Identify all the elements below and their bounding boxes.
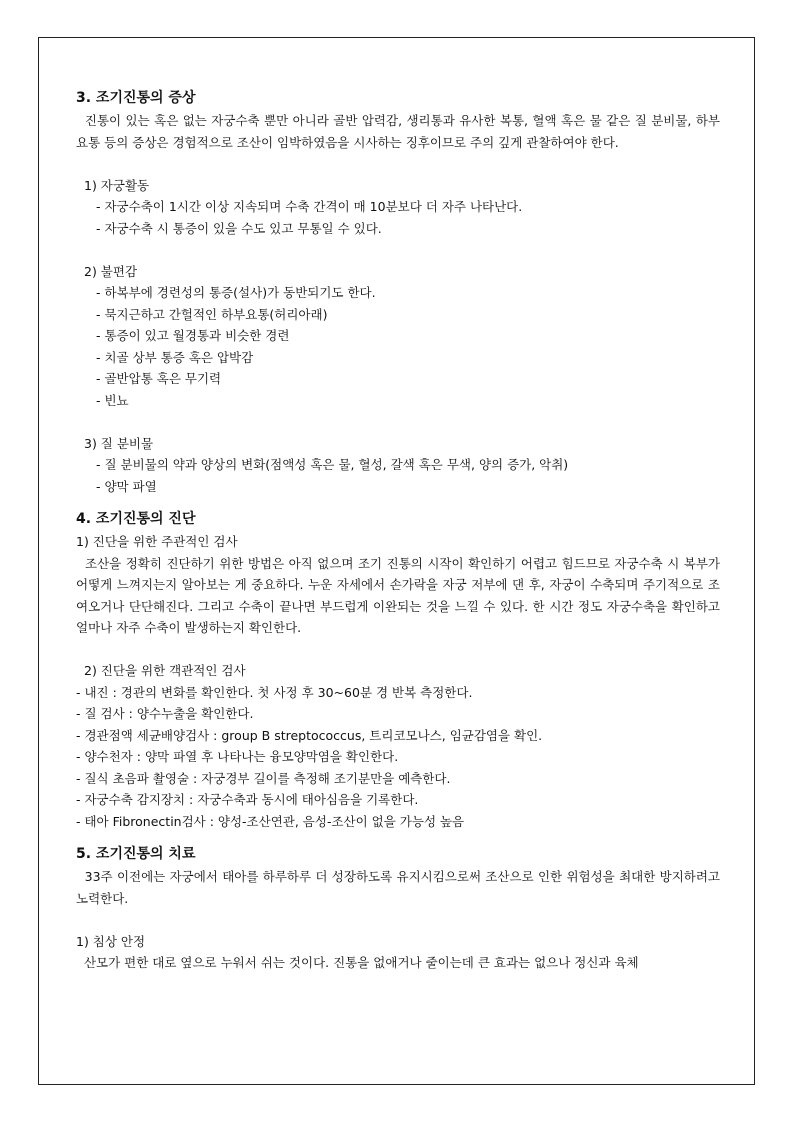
section-5-heading: 5. 조기진통의 치료 — [76, 846, 196, 862]
section-3-intro: 진통이 있는 혹은 없는 자궁수축 뿐만 아니라 골반 압력감, 생리통과 유사한 복통, 혈액 혹은 물 같은 질 분비물, 하부 요통 등의 증상은 경험적으로 조산이 임박하였음을 시사하는 징후이므로 주의 깊게 관찰하여야 한다. — [76, 113, 724, 150]
list-item: - 태아 Fibronectin검사 : 양성-조산연관, 음성-조산이 없을 가능성 높음 — [76, 813, 465, 829]
section-3-2-heading: 2) 불편감 — [84, 263, 138, 279]
list-item: - 질식 초음파 촬영술 : 자궁경부 길이를 측정해 조기분만을 예측한다. — [76, 770, 451, 786]
list-item: - 통증이 있고 월경통과 비슷한 경련 — [96, 328, 290, 343]
section-4-2-heading: 2) 진단을 위한 객관적인 검사 — [84, 663, 246, 678]
list-item: - 질 검사 : 양수누출을 확인한다. — [76, 706, 254, 721]
section-5-1-heading: 1) 침상 안정 — [76, 933, 146, 949]
list-item: - 묵지근하고 간헐적인 하부요통(허리아래) — [96, 306, 328, 322]
list-item: - 질 분비물의 약과 양상의 변화(점액성 혹은 물, 혈성, 갈색 혹은 무색, 양의 증가, 악취) — [96, 457, 569, 472]
section-4-1-text: 조산을 정확히 진단하기 위한 방법은 아직 없으며 조기 진통의 시작이 확인하기 어렵고 힘드므로 자궁수축 시 복부가 어떻게 느껴지는지 알아보는 게 중요하다. 누운 자세에서 손가락을 자궁 저부에 댄 후, 자궁이 수축되며 주기적으로 조여오거나 단단해진다. 그리고 수축이 끝나면 부드럽게 이완되는 것을 느낄 수 있다. 한 시간 정도 자궁수축을 확인하고 얼마나 자주 수축이 발생하는지 확인한다. — [76, 555, 724, 635]
section-3-3-heading: 3) 질 분비물 — [84, 435, 154, 451]
list-item: - 하복부에 경련성의 통증(설사)가 동반되기도 한다. — [96, 285, 376, 300]
list-item: - 내진 : 경관의 변화를 확인한다. 첫 사정 후 30~60분 경 반복 측정한다. — [76, 684, 473, 700]
section-4-1-heading: 1) 진단을 위한 주관적인 검사 — [76, 534, 238, 549]
list-item: - 치골 상부 통증 혹은 압박감 — [96, 349, 254, 365]
section-5-intro: 33주 이전에는 자궁에서 태아를 하루하루 더 성장하도록 유지시킴으로써 조산으로 인한 위험성을 최대한 방지하려고 노력한다. — [76, 869, 724, 906]
list-item: - 자궁수축 감지장치 : 자궁수축과 동시에 태아심음을 기록한다. — [76, 792, 419, 807]
section-3-1-heading: 1) 자궁활동 — [84, 177, 150, 193]
section-5-1-text: 산모가 편한 대로 옆으로 누워서 쉬는 것이다. 진통을 없애거나 줄이는데 큰 효과는 없으나 정신과 육체 — [76, 955, 639, 970]
list-item: - 양수천자 : 양막 파열 후 나타나는 융모양막염을 확인한다. — [76, 749, 399, 764]
list-item: - 빈뇨 — [96, 392, 129, 408]
list-item: - 경관점액 세균배양검사 : group B streptococcus, 트리코모나스, 임균감염을 확인. — [76, 727, 543, 743]
list-item: - 자궁수축 시 통증이 있을 수도 있고 무통일 수 있다. — [96, 220, 382, 236]
list-item: - 골반압통 혹은 무기력 — [96, 371, 222, 386]
section-4-heading: 4. 조기진통의 진단 — [76, 511, 196, 527]
document-body — [76, 86, 724, 974]
list-item: - 자궁수축이 1시간 이상 지속되며 수축 간격이 매 10분보다 더 자주 나타난다. — [96, 199, 523, 214]
list-item: - 양막 파열 — [96, 478, 157, 494]
section-3-heading: 3. 조기진통의 증상 — [76, 90, 196, 106]
